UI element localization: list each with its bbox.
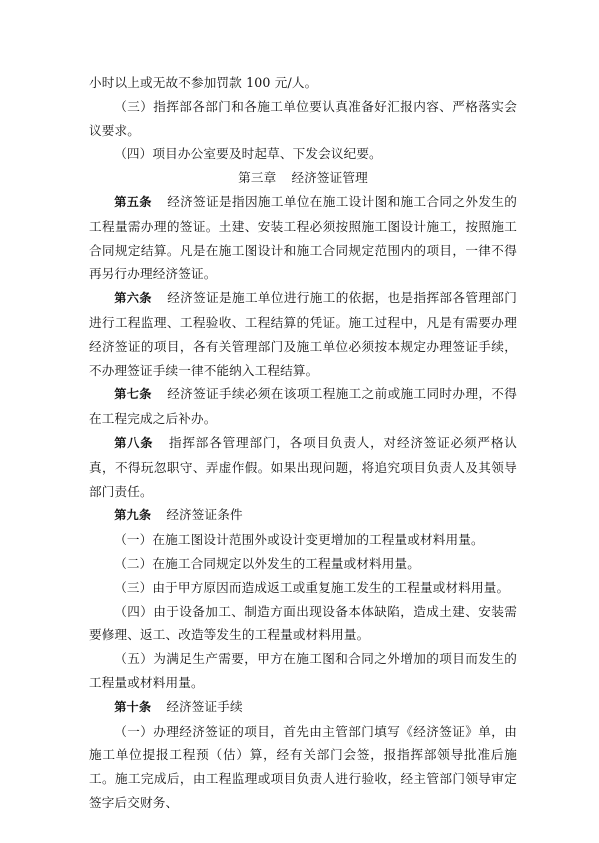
article-10	[89, 695, 517, 720]
paragraph-text: （一）办理经济签证的项目，首先由主管部门填写《经济签证》单，由施工单位提报工程预（估）算，经有关部门会签，报指挥部领导批准后施工。施工完成后，由工程监理或项目负责人进行验收，经主管部门领导审定签字后交财务、	[89, 723, 517, 810]
document-body	[89, 71, 517, 815]
procedure-item-1	[89, 720, 517, 815]
article-8	[89, 431, 517, 503]
paragraph-fine-clause	[89, 71, 517, 95]
paragraph-item-3	[89, 95, 517, 143]
paragraph-text: （三）由于甲方原因而造成返工或重复施工发生的工程量或材料用量。	[114, 579, 510, 595]
article-text: 指挥部各管理部门，各项目负责人，对经济签证必须严格认真，不得玩忽职守、弄虚作假。如果出现问题，将追究项目负责人及其领导部门责任。	[89, 434, 517, 499]
paragraph-text: 小时以上或无故不参加罚款 100 元/人。	[89, 75, 318, 90]
paragraph-text: （四）由于设备加工、制造方面出现设备本体缺陷，造成土建、安装需要修理、返工、改造等发生的工程量或材料用量。	[89, 603, 517, 643]
article-text: 经济签证是施工单位进行施工的依据，也是指挥部各管理部门进行工程监理、工程验收、工程结算的凭证。施工过程中，凡是有需要办理经济签证的项目，各有关管理部门及施工单位必须按本规定办理签证手续，不办理签证手续一律不能纳入工程结算。	[89, 290, 517, 378]
article-text: 经济签证手续必须在该项工程施工之前或施工同时办理，不得在工程完成之后补办。	[89, 386, 517, 427]
article-5	[89, 190, 517, 286]
paragraph-item-4	[89, 142, 517, 166]
article-number: 第九条	[114, 508, 152, 523]
list-item-1	[89, 528, 517, 552]
chapter-title: 经济签证管理	[291, 170, 368, 186]
article-text: 经济签证条件	[166, 507, 243, 523]
article-text: 经济签证是指因施工单位在施工设计图和施工合同之外发生的工程量需办理的签证。土建、安装工程必须按照施工图设计施工，按照施工合同规定结算。凡是在施工图设计和施工合同规定范围内的项目，一律不得再另行办理经济签证。	[89, 193, 517, 282]
article-6	[89, 286, 517, 382]
list-item-4	[89, 600, 517, 648]
list-item-5	[89, 647, 517, 695]
article-text: 经济签证手续	[166, 698, 243, 714]
list-item-3	[89, 576, 517, 600]
article-number: 第七条	[114, 387, 152, 402]
article-number: 第十条	[114, 699, 152, 714]
list-item-2	[89, 552, 517, 576]
paragraph-text: （五）为满足生产需要，甲方在施工图和合同之外增加的项目而发生的工程量或材料用量。	[89, 651, 517, 690]
paragraph-text: （二）在施工合同规定以外发生的工程量或材料用量。	[114, 555, 421, 571]
article-9	[89, 503, 517, 528]
article-7	[89, 382, 517, 431]
article-number: 第五条	[114, 194, 152, 209]
paragraph-text: （三）指挥部各部门和各施工单位要认真准备好汇报内容、严格落实会议要求。	[89, 98, 517, 138]
article-number: 第八条	[114, 435, 154, 450]
article-number: 第六条	[114, 291, 152, 306]
paragraph-text: （四）项目办公室要及时起草、下发会议纪要。	[114, 146, 382, 162]
chapter-heading	[89, 166, 517, 190]
chapter-number: 第三章	[238, 170, 277, 186]
paragraph-text: （一）在施工图设计范围外或设计变更增加的工程量或材料用量。	[114, 532, 484, 548]
